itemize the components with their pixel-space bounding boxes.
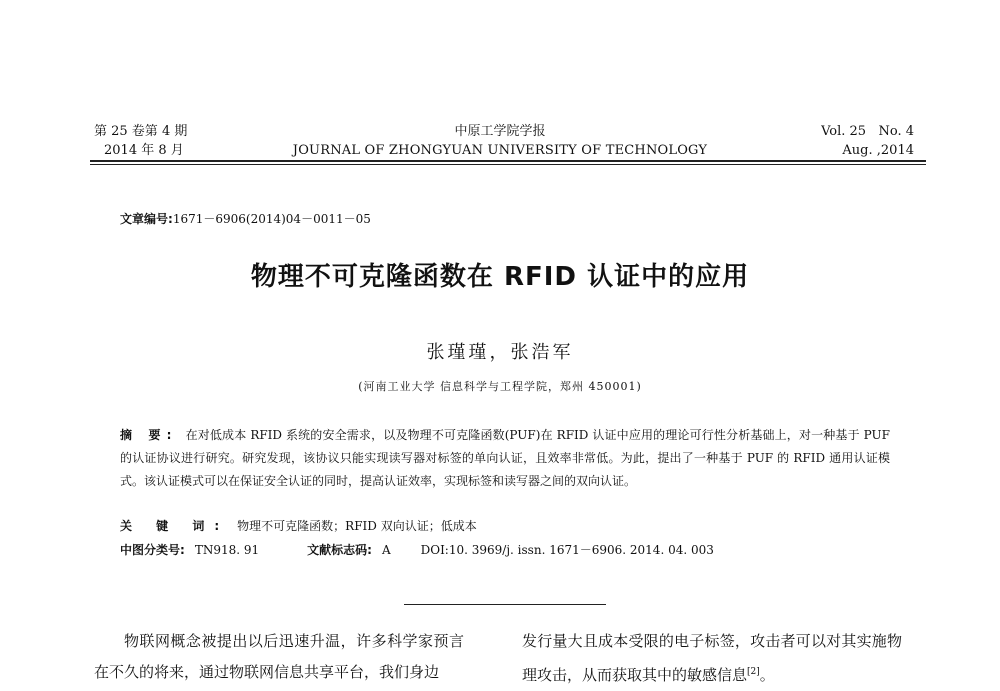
- journal-name-cn: 中原工学院学报: [454, 124, 546, 139]
- abstract: [120, 424, 890, 493]
- body-right-text: 发行量大且成本受限的电子标签，攻击者可以对其实施物理攻击，从而获取其中的敏感信息: [522, 632, 902, 684]
- body-right-column: [522, 626, 902, 691]
- paper-title: 物理不可克隆函数在 RFID 认证中的应用: [250, 262, 750, 292]
- article-number-label: 文章编号:: [120, 212, 173, 226]
- clc-label: 中图分类号:: [120, 543, 185, 557]
- header-rule-thick: [90, 160, 926, 162]
- affiliation: (河南工业大学 信息科学与工程学院，郑州 450001): [358, 380, 642, 393]
- article-number: [120, 210, 371, 227]
- keywords-text: 物理不可克隆函数；RFID 双向认证；低成本: [237, 519, 477, 533]
- journal-name-en: JOURNAL OF ZHONGYUAN UNIVERSITY OF TECHNOLOGY: [292, 143, 708, 158]
- classification-line: [120, 540, 714, 560]
- doi: DOI:10. 3969/j. issn. 1671－6906. 2014. 04. 003: [420, 543, 714, 557]
- date-cn: 2014 年 8 月: [104, 143, 184, 158]
- clc-value: TN918. 91: [194, 543, 260, 557]
- volume-en: Vol. 25 No. 4: [821, 124, 914, 139]
- keywords-label: 关 键 词:: [120, 519, 230, 533]
- authors: 张瑾瑾，张浩军: [426, 342, 574, 363]
- volume-cn: 第 25 卷第 4 期: [94, 124, 188, 139]
- body-left-column: 物联网概念被提出以后迅速升温，许多科学家预言在不久的将来，通过物联网信息共享平台，我们身边: [94, 632, 464, 681]
- header-center: [280, 122, 720, 160]
- article-number-value: 1671－6906(2014)04－0011－05: [172, 212, 371, 226]
- abstract-label: 摘 要:: [120, 428, 178, 442]
- doc-code-value: A: [381, 543, 391, 557]
- header-right: [821, 122, 914, 160]
- section-separator: [404, 604, 606, 605]
- citation-ref: [2]: [747, 667, 760, 677]
- abstract-text: 在对低成本 RFID 系统的安全需求，以及物理不可克隆函数(PUF)在 RFID 认证中应用的理论可行性分析基础上，对一种基于 PUF 的认证协议进行研究。研究发现，该协议只能实现读写器对标签的单向认证，且效率非常低。为此，提出了一种基于 PUF 的 RFID 通用认证模式。该认证模式可以在保证安全认证的同时，提高认证效率，实现标签和读写器之间的双向认证。: [120, 428, 890, 488]
- header-left: [94, 122, 187, 160]
- body-right-end: 。: [759, 666, 775, 684]
- date-en: Aug. ,2014: [842, 143, 914, 158]
- doc-code-label: 文献标志码:: [307, 543, 372, 557]
- keywords: [120, 516, 477, 536]
- header-rule-thin: [90, 164, 926, 165]
